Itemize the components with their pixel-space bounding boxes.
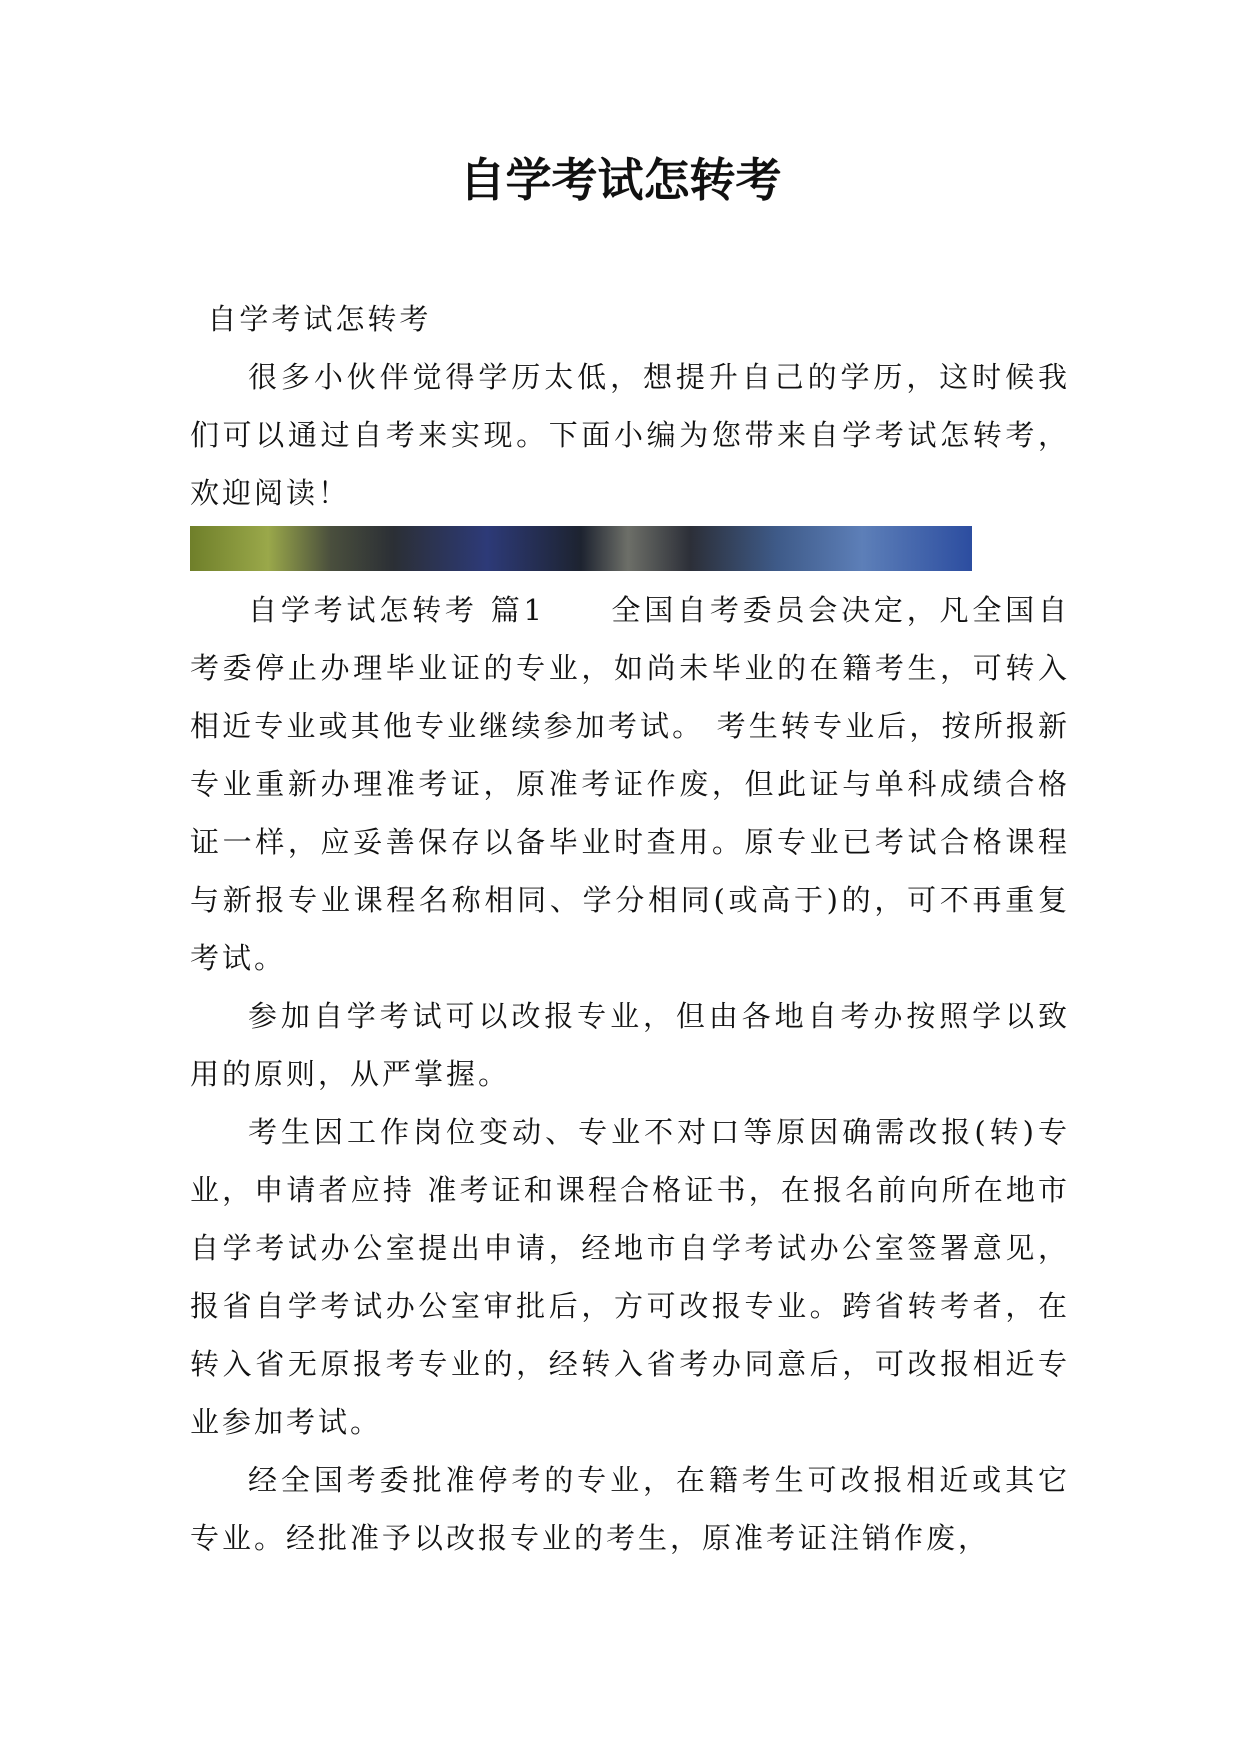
document-body [190,290,1070,1567]
paragraph-1: 自学考试怎转考 篇1 全国自考委员会决定，凡全国自考委停止办理毕业证的专业，如尚未毕业的在籍考生，可转入相近专业或其他专业继续参加考试。 考生转专业后，按所报新专业重新办理准考证，原准考证作废，但此证与单科成绩合格证一样，应妥善保存以备毕业时查用。原专业已考试合格课程与新报专业课程名称相同、学分相同(或高于)的，可不再重复考试。 [190,593,1070,975]
paragraph-2: 参加自学考试可以改报专业，但由各地自考办按照学以致用的原则，从严掌握。 [190,999,1070,1091]
exam-room-photo [190,526,972,571]
page-title: 自学考试怎转考 [459,153,782,207]
subtitle: 自学考试怎转考 [207,302,432,336]
paragraph-3: 考生因工作岗位变动、专业不对口等原因确需改报(转)专业，申请者应持 准考证和课程合格证书，在报名前向所在地市自学考试办公室提出申请，经地市自学考试办公室签署意见，报省自学考试办公室审批后，方可改报专业。跨省转考者，在转入省无原报考专业的，经转入省考办同意后，可改报相近专业参加考试。 [190,1115,1070,1439]
paragraph-4: 经全国考委批准停考的专业，在籍考生可改报相近或其它专业。经批准予以改报专业的考生，原准考证注销作废， [190,1463,1070,1555]
intro-paragraph: 很多小伙伴觉得学历太低，想提升自己的学历，这时候我们可以通过自考来实现。下面小编为您带来自学考试怎转考，欢迎阅读！ [190,360,1070,510]
